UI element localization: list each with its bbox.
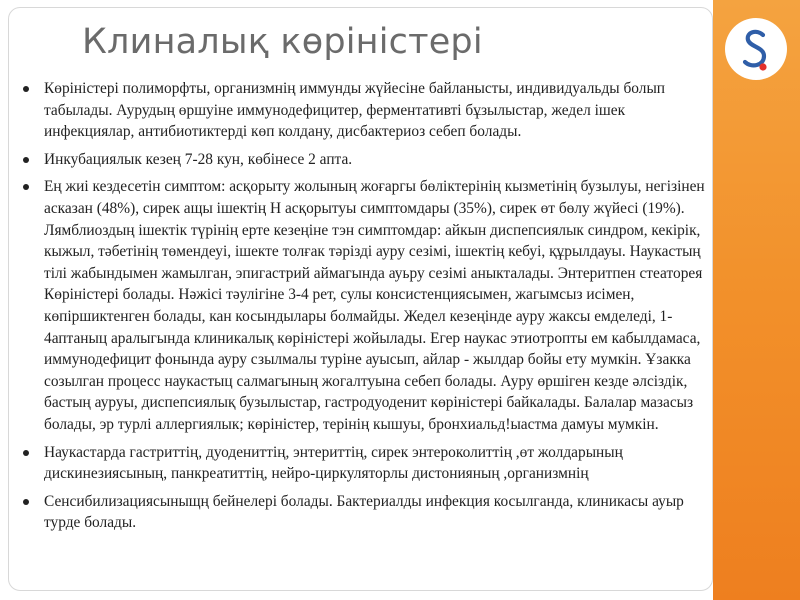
bullet-dot xyxy=(23,499,29,505)
bullet-text: Сенсибилизациясыныщң бейнелері болады. Бактериалды инфекция косылганда, клиникасы ауыр турде болады. xyxy=(44,492,684,532)
bullet-item xyxy=(22,78,712,143)
bullet-dot xyxy=(23,450,29,456)
bullet-item xyxy=(22,491,712,534)
bullet-dot xyxy=(23,157,29,163)
bullet-text: Көріністері полиморфты, организмнің иммунды жүйесіне байланысты, индивидуальды болып табылады. Аурудың өршуіне иммунодефицитер, ферментативті бұзылыстар, жедел ішек инфекциялар, антибиотиктерді көп колдану, дисбактериоз себеп болады. xyxy=(44,80,666,141)
bullet-list xyxy=(22,78,712,540)
bullet-item xyxy=(22,149,712,171)
bullet-text: Ең жиі кездесетін симптом: асқорыту жолының жоғаргы бөліктерінің кызметінің бузылуы, негізінен асказан (48%), сирек ащы ішектің Н асқорытуы симптомдары (35%), сирек өт бөлу жүйесі (19%). Лямблиоздың ішектік түрінің ерте кезеңіне тэн симптомдар: айкын диспепсиялык синдром, кекірік, кыжыл, тәбетінің төмендеуі, ішекте толғак тәрізді ауру сезімі, ішектің кебуі, құрылдауы. Наукастың тілі жабындымен жамылган, эпигастрий аймагында ауьру сезімі аныкталады. Энтеритпен стеаторея Көріністері болады. Нәжісі тәулігіне 3-4 рет, сулы консистенциясымен, жагымсыз исімен, көпіршиктенген болады, кан косындылары болмайды. Жедел кезеңінде ауру жаксы емделеді, 1-4аптаныц аралыгында клиникалық көріністері жойылады. Егер наукас этиотропты ем кабылдамаса, иммунодефицит фонында ауру сзылмалы туріне ауысып, айлар - жылдар бойы ету мумкін. Ұзакка созылган процесс наукастыц салмагының жогалтуына себеп болады. Ауру өршіген кезде әлсіздік, бастың ауруы, диспепсиялық бузылыстар, гастродуоденит көріністері байкалады. Балалар мазасыз болады, эр турлі аллергиялык; көріністер, терінің кышуы, бронхиальд!ыастма дамуы мумкін. xyxy=(44,178,705,433)
bullet-dot xyxy=(23,86,29,92)
slide-title: Клиналық көріністері xyxy=(82,22,483,62)
s-letter-logo-icon xyxy=(725,18,787,80)
bullet-item xyxy=(22,176,712,435)
bullet-text: Инкубациялык кезең 7-28 кун, көбінесе 2 апта. xyxy=(44,150,353,168)
bullet-dot xyxy=(23,184,29,190)
bullet-text: Наукастарда гастриттің, дуодениттің, энтериттің, сирек энтероколиттің ,өт жолдарының дискинезиясының, панкреатиттің, нейро-циркуляторлы дистонияның ,организмнің xyxy=(44,443,623,483)
accent-bar xyxy=(713,0,800,600)
bullet-item xyxy=(22,442,712,485)
